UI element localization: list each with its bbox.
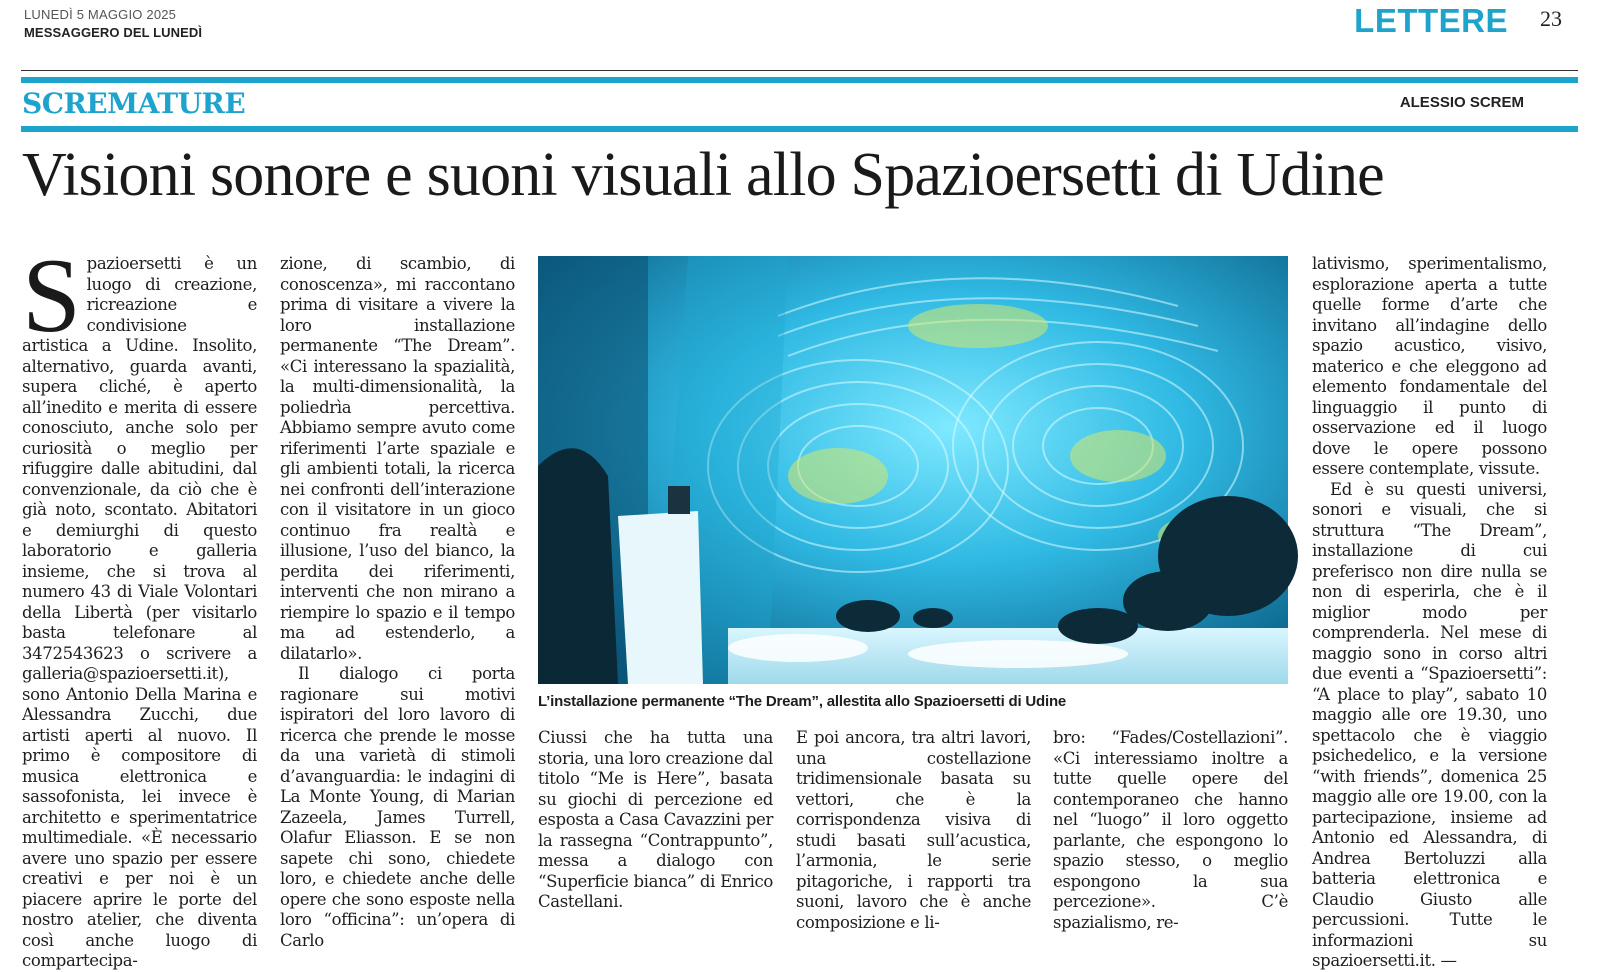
section-name: LETTERE	[1354, 2, 1508, 39]
article-column-2	[280, 254, 515, 950]
paragraph: Il dialogo ci porta ragionare sui motivi ispiratori del loro lavoro di ricerca che prende le mosse da una varietà di stimoli d’avanguardia: le indagini di La Monte Young, di Marian Zazeela, James Turrell, Olafur Eliasson. E se non sapete chi sono, chiedete loro, e chiedete anche delle opere che sono esposte nella loro “officina”: un’opera di Carlo	[280, 664, 515, 950]
rubric-rule-top	[21, 77, 1578, 83]
author-byline: ALESSIO SCREM	[1399, 94, 1524, 111]
drop-cap: S	[22, 237, 81, 354]
page-number: 23	[1540, 6, 1562, 31]
top-rule	[21, 70, 1578, 71]
article-column-5	[1053, 728, 1288, 932]
paragraph: lativismo, sperimentalismo, esplorazione aperta a tutte quelle forme d’arte che invitano all’indagine dello spazio acustico, visivo, materico e che eleggono ad elemento fondamentale del linguaggio il punto di osservazione ed il luogo dove le opere possono essere contemplate, vissute.	[1312, 254, 1547, 478]
paragraph: Ed è su questi universi, sonori e visuali, che si struttura “The Dream”, installazione di cui preferisco non dire nulla se non di esperirla, che è il miglior modo per comprenderla. Nel mese di maggio sono in corso altri due eventi a “Spazioersetti”: “A place to play”, sabato 10 maggio alle ore 19.30, uno spettacolo che è viaggio psichedelico, e la versione “with friends”, domenica 25 maggio alle ore 19.00, con la partecipazione, insieme ad Antonio ed Alessandra, di Andrea Bertoluzzi alla batteria elettronica e Claudio Giusto alle percussioni. Tutte le informazioni su spazioersetti.it. —	[1312, 479, 1547, 970]
rubric-rule-bottom	[21, 126, 1578, 132]
installation-photo	[538, 256, 1288, 684]
paragraph: E poi ancora, tra altri lavori, una costellazione tridimensionale basata su vettori, che è la corrispondenza visiva di studi basati sull’acustica, l’armonia, le serie pitagoriche, i rapporti tra suoni, lavoro che è anche composizione e li-	[796, 728, 1031, 932]
article-column-3	[538, 728, 773, 911]
rubric-title: SCREMATURE	[22, 87, 246, 120]
paragraph: zione, di scambio, di conoscenza», mi raccontano prima di visitare a vivere la loro installazione permanente “The Dream”. «Ci interessano la spazialità, la multi-dimensionalità, la poliedrìa percettiva. Abbiamo sempre avuto come riferimenti l’arte spaziale e gli ambienti totali, la ricerca nei confronti dell’interazione con il visitatore in un gioco continuo fra realtà e illusione, l’uso del bianco, la perdita dei riferimenti, interventi che non mirano a riempire lo spazio e il tempo ma ad estenderlo, a dilatarlo».	[280, 254, 515, 663]
photo-caption: L’installazione permanente “The Dream”, allestita allo Spazioersetti di Udine	[538, 693, 1067, 710]
article-column-6	[1312, 254, 1547, 970]
article-headline: Visioni sonore e suoni visuali allo Spazioersetti di Udine	[22, 141, 1384, 209]
paragraph: Spazioersetti è un luogo di creazione, ricreazione e condivisione artistica a Udine. Insolito, alternativo, guarda avanti, supera cliché, è aperto all’inedito e merita di essere conosciuto, anche solo per curiosità o meglio per rifuggire dalle abitudini, dal convenzionale, da ciò che è già noto, scontato. Abitatori e demiurghi di questo laboratorio e galleria insieme, che si trova al numero 43 di Viale Volontari della Libertà (per visitarlo basta telefonare al 3472543623 o scrivere a galleria@spazioersetti.it), sono Antonio Della Marina e Alessandra Zucchi, due artisti aperti al nuovo. Il primo è compositore di musica elettronica e sassofonista, lei invece è architetto e sperimentatrice multimediale. «È necessario avere uno spazio per essere creativi e per noi è un piacere aprire le porte del nostro atelier, che diventa così anche luogo di compartecipa-	[22, 237, 257, 970]
article-column-4	[796, 728, 1031, 932]
paragraph: bro: “Fades/Costellazioni”. «Ci interessiamo inoltre a tutte quelle opere del contemporaneo che hanno nel “luogo” il loro oggetto parlante, che espongono lo spazio stesso, o meglio espongono la sua percezione». C’è spazialismo, re-	[1053, 728, 1288, 932]
article-column-1	[22, 237, 257, 970]
issue-date: LUNEDÌ 5 MAGGIO 2025	[24, 7, 177, 22]
newspaper-name: MESSAGGERO DEL LUNEDÌ	[24, 25, 203, 40]
paragraph: Ciussi che ha tutta una storia, una loro creazione dal titolo “Me is Here”, basata su giochi di percezione ed esposta a Casa Cavazzini per la rassegna “Contrappunto”, messa a dialogo con “Superficie bianca” di Enrico Castellani.	[538, 728, 773, 911]
